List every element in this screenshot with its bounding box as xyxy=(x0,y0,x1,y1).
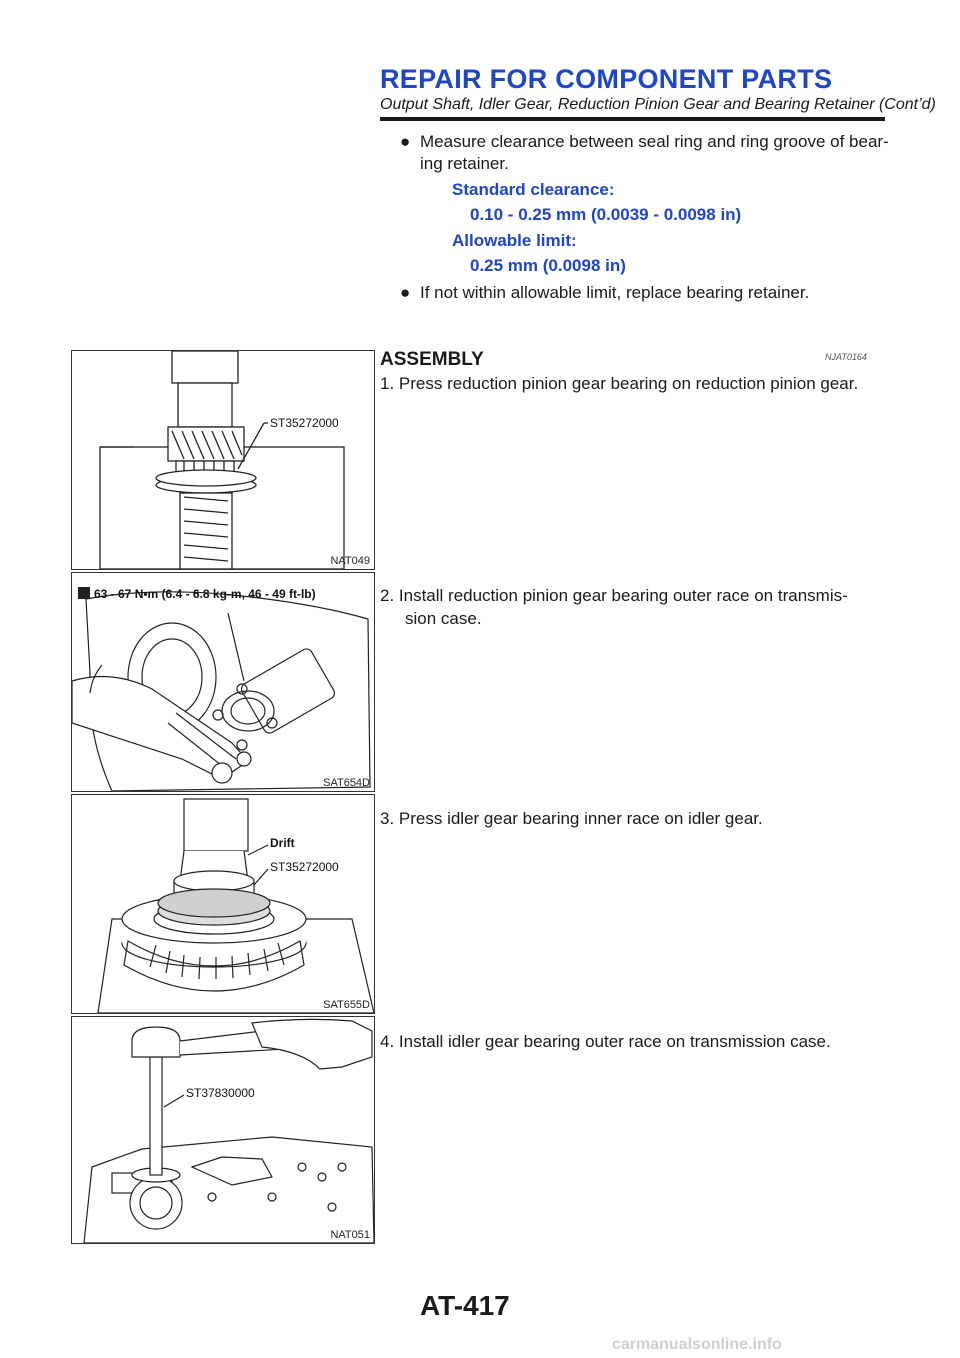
bullet-text: If not within allowable limit, replace bearing retainer. xyxy=(420,283,810,302)
spec-standard-value: 0.10 - 0.25 mm (0.0039 - 0.0098 in) xyxy=(470,205,742,224)
bullet-icon: ● xyxy=(400,132,411,151)
section-code: NJAT0164 xyxy=(825,352,867,362)
bullet-replace-retainer xyxy=(400,282,890,304)
bullet-text: Measure clearance between seal ring and ring groove of bear- ing retainer. xyxy=(420,132,889,173)
step-1: 1. Press reduction pinion gear bearing on reduction pinion gear. xyxy=(380,374,859,393)
figure-sat655d xyxy=(71,794,375,1014)
watermark: carmanualsonline.info xyxy=(612,1336,782,1353)
step-2-line2: sion case. xyxy=(405,609,482,628)
figure-code: NAT049 xyxy=(330,555,370,567)
figure-drift-label: Drift xyxy=(270,836,295,850)
spec-limit-label: Allowable limit: xyxy=(452,231,577,250)
header-divider xyxy=(380,117,885,121)
spec-limit-value: 0.25 mm (0.0098 in) xyxy=(470,256,626,275)
figure-press-pinion-bearing xyxy=(72,351,374,569)
figure-nat051 xyxy=(71,1016,375,1244)
figure-tool-label: ST35272000 xyxy=(270,416,339,430)
step-4: 4. Install idler gear bearing outer race on transmission case. xyxy=(380,1032,831,1051)
torque-icon xyxy=(78,587,90,599)
figure-tool-label: ST37830000 xyxy=(186,1086,255,1100)
figure-install-pinion-race xyxy=(72,573,374,791)
page-subtitle: Output Shaft, Idler Gear, Reduction Pinion Gear and Bearing Retainer (Cont’d) xyxy=(380,96,936,113)
bullet-icon: ● xyxy=(400,283,411,302)
figure-sat654d xyxy=(71,572,375,792)
bullet-measure-clearance xyxy=(400,131,890,175)
step-3: 3. Press idler gear bearing inner race on idler gear. xyxy=(380,809,763,828)
section-heading-assembly: ASSEMBLY xyxy=(380,349,484,370)
spec-standard-label: Standard clearance: xyxy=(452,180,615,199)
page-number: AT-417 xyxy=(420,1290,510,1321)
figure-code: SAT655D xyxy=(323,999,370,1011)
page-title: REPAIR FOR COMPONENT PARTS xyxy=(380,64,833,94)
figure-press-idler-race xyxy=(72,795,374,1013)
step-2-line1: 2. Install reduction pinion gear bearing outer race on transmis- xyxy=(380,586,848,605)
figure-install-idler-race xyxy=(72,1017,374,1243)
figure-code: SAT654D xyxy=(323,777,370,789)
figure-torque-label: 63 - 67 N•m (6.4 - 6.8 kg-m, 46 - 49 ft-lb) xyxy=(94,587,316,601)
figure-nat049 xyxy=(71,350,375,570)
figure-code: NAT051 xyxy=(330,1229,370,1241)
figure-tool-label: ST35272000 xyxy=(270,860,339,874)
